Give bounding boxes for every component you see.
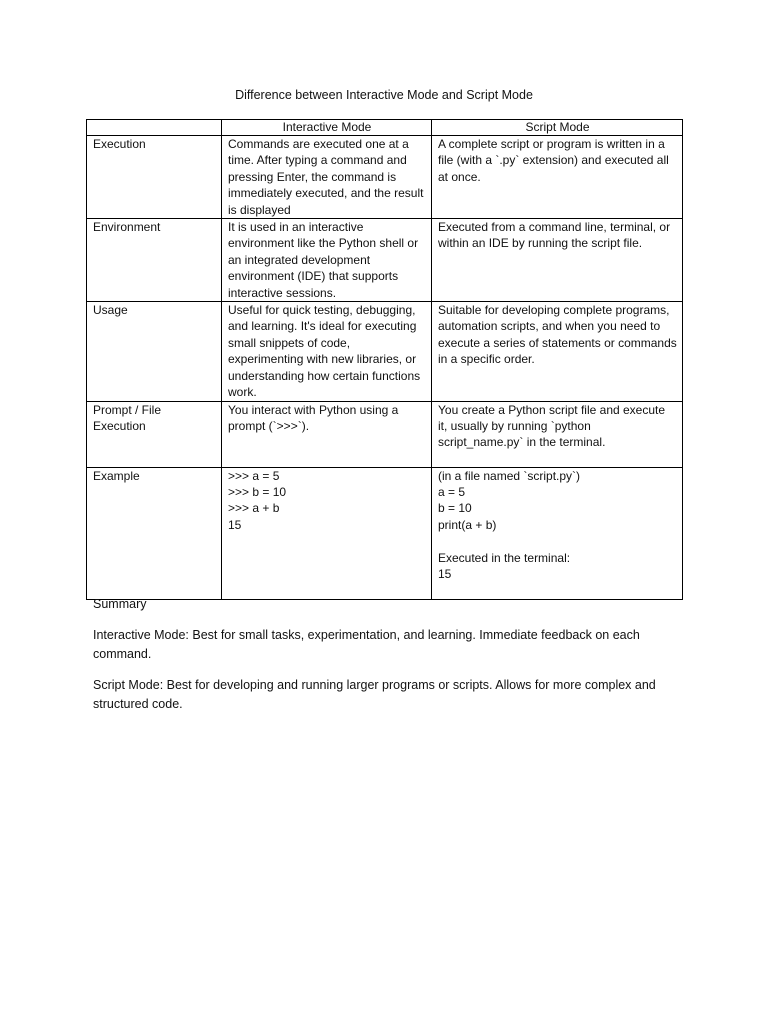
- table-header-row: [87, 120, 683, 136]
- table-row: [87, 467, 683, 599]
- row-label-example: Example: [87, 467, 222, 599]
- cell-script-environment: Executed from a command line, terminal, or within an IDE by running the script file.: [432, 219, 683, 302]
- cell-script-prompt: You create a Python script file and execute it, usually by running `python script_name.py` in the terminal.: [432, 401, 683, 467]
- table-row: [87, 401, 683, 467]
- cell-interactive-prompt: You interact with Python using a prompt (`>>>`).: [222, 401, 432, 467]
- cell-interactive-example: >>> a = 5 >>> b = 10 >>> a + b 15: [222, 467, 432, 599]
- summary-heading: Summary: [93, 597, 147, 611]
- row-label-prompt-file-execution: Prompt / File Execution: [87, 401, 222, 467]
- header-interactive-mode: Interactive Mode: [222, 120, 432, 136]
- comparison-table: [86, 119, 683, 600]
- cell-script-example: (in a file named `script.py`) a = 5 b = 10 print(a + b) Executed in the terminal: 15: [432, 467, 683, 599]
- row-label-environment: Environment: [87, 219, 222, 302]
- table-row: [87, 302, 683, 401]
- document-title: Difference between Interactive Mode and Script Mode: [235, 88, 533, 102]
- table-row: [87, 136, 683, 219]
- row-label-execution: Execution: [87, 136, 222, 219]
- header-empty-cell: [87, 120, 222, 136]
- table-row: [87, 219, 683, 302]
- cell-script-execution: A complete script or program is written in a file (with a `.py` extension) and executed all at once.: [432, 136, 683, 219]
- summary-interactive-paragraph: Interactive Mode: Best for small tasks, experimentation, and learning. Immediate feedback on each command.: [93, 628, 640, 661]
- row-label-usage: Usage: [87, 302, 222, 401]
- cell-script-usage: Suitable for developing complete programs, automation scripts, and when you need to execute a series of statements or commands in a specific order.: [432, 302, 683, 401]
- cell-interactive-usage: Useful for quick testing, debugging, and learning. It's ideal for executing small snippets of code, experimenting with new libraries, or understanding how certain functions work.: [222, 302, 432, 401]
- cell-interactive-execution: Commands are executed one at a time. After typing a command and pressing Enter, the command is immediately executed, and the result is displayed: [222, 136, 432, 219]
- summary-script-paragraph: Script Mode: Best for developing and running larger programs or scripts. Allows for more complex and structured code.: [93, 678, 656, 711]
- header-script-mode: Script Mode: [432, 120, 683, 136]
- cell-interactive-environment: It is used in an interactive environment like the Python shell or an integrated development environment (IDE) that supports interactive sessions.: [222, 219, 432, 302]
